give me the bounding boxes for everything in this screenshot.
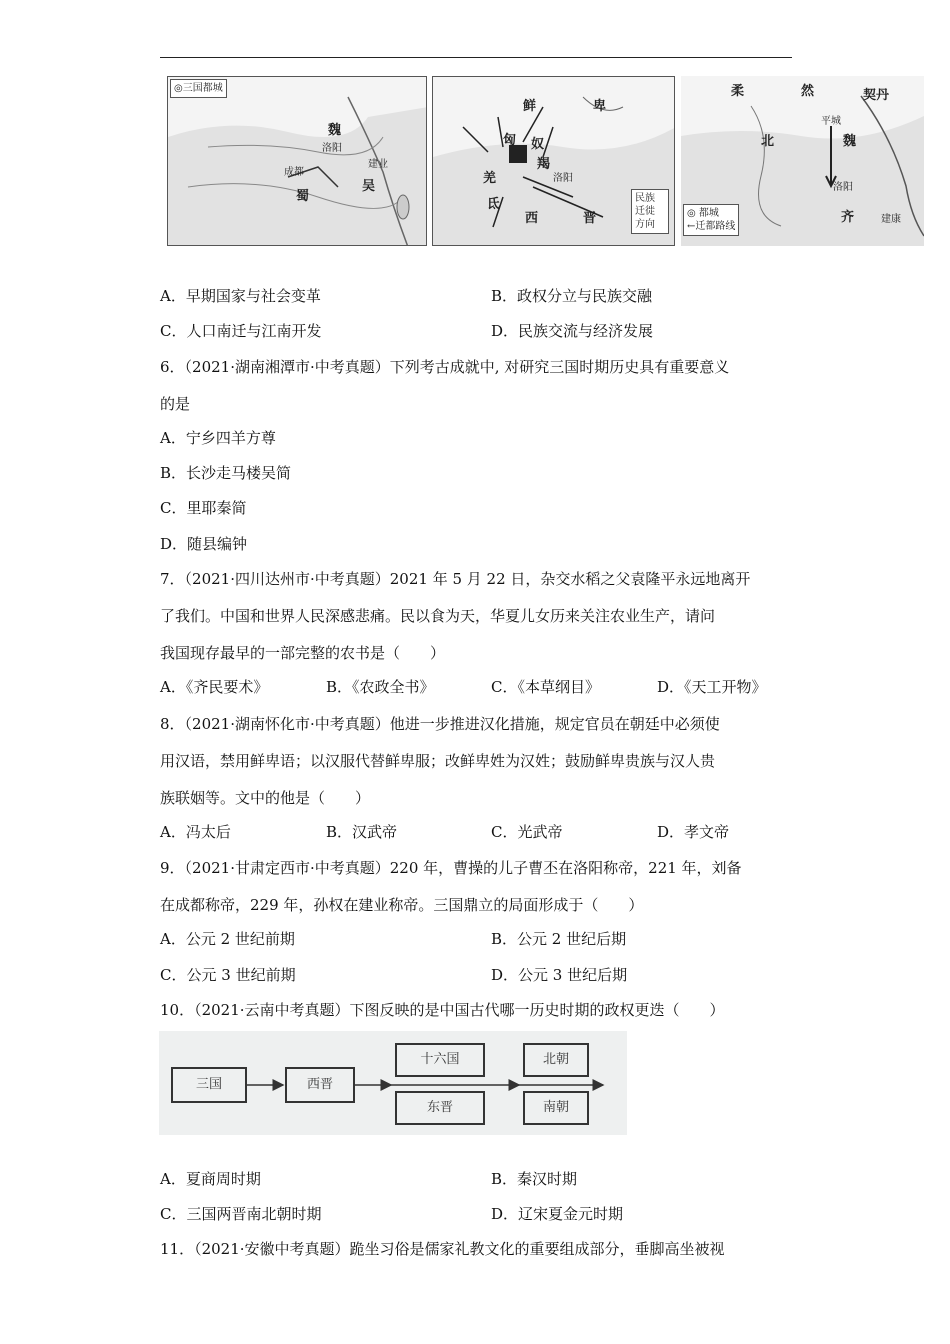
q7-stem-line3: 我国现存最早的一部完整的农书是（ ） xyxy=(160,644,446,662)
map1-label-wu: 吴 xyxy=(362,179,376,194)
q10-option-b[interactable]: B．秦汉时期 xyxy=(491,1170,578,1188)
map3-label-qidan: 契丹 xyxy=(863,88,890,103)
map1-label-jianye: 建业 xyxy=(368,159,388,170)
map2-label-luoyang: 洛阳 xyxy=(553,173,573,184)
q7-option-a[interactable]: A．《齐民要术》 xyxy=(160,678,269,696)
map3-label-ran: 然 xyxy=(801,84,815,99)
map2-label-xian: 鲜 xyxy=(523,99,537,114)
q10-option-d[interactable]: D．辽宋夏金元时期 xyxy=(491,1205,624,1223)
map3-label-jiankang: 建康 xyxy=(881,214,901,225)
q10-stem-line1: 10．（2021·云南中考真题）下图反映的是中国古代哪一历史时期的政权更迭（ ） xyxy=(160,1001,725,1019)
map3-label-pingcheng: 平城 xyxy=(821,116,841,127)
three-kingdoms-map xyxy=(167,76,427,246)
map2-legend-line-3: 方向 xyxy=(635,219,655,230)
map1-label-luoyang: 洛阳 xyxy=(322,143,342,154)
map2-label-xi: 西 xyxy=(525,211,539,226)
q7-option-d[interactable]: D．《天工开物》 xyxy=(657,678,767,696)
map2-label-jie: 羯 xyxy=(537,157,551,172)
flow-box-dongjin: 东晋 xyxy=(395,1091,485,1125)
q7-stem-line1: 7．（2021·四川达州市·中考真题）2021 年 5 月 22 日，杂交水稻之父袁隆平永远地离开 xyxy=(160,570,751,588)
q7-option-b[interactable]: B．《农政全书》 xyxy=(326,678,435,696)
map2-label-nu: 奴 xyxy=(531,137,545,152)
q6-option-c[interactable]: C．里耶秦简 xyxy=(160,499,247,517)
map1-label-wei: 魏 xyxy=(328,123,342,138)
map3-legend xyxy=(683,204,739,236)
q9-option-c[interactable]: C．公元 3 世纪前期 xyxy=(160,966,296,984)
q8-option-a[interactable]: A．冯太后 xyxy=(160,823,231,841)
q6-option-d[interactable]: D．随县编钟 xyxy=(160,535,248,553)
q6-option-a[interactable]: A．宁乡四羊方尊 xyxy=(160,429,276,447)
map2-label-di: 氐 xyxy=(487,197,501,212)
q10-option-c[interactable]: C．三国两晋南北朝时期 xyxy=(160,1205,322,1223)
q8-option-c[interactable]: C．光武帝 xyxy=(491,823,563,841)
map2-label-bei: 卑 xyxy=(593,99,607,114)
map1-label-shu: 蜀 xyxy=(296,189,310,204)
q8-stem-line3: 族联姻等。文中的他是（ ） xyxy=(160,789,371,807)
map1-label-chengdu: 成都 xyxy=(284,167,304,178)
flow-box-shiliuguo: 十六国 xyxy=(395,1043,485,1077)
q6-option-b[interactable]: B．长沙走马楼吴简 xyxy=(160,464,292,482)
q8-stem-line1: 8．（2021·湖南怀化市·中考真题）他进一步推进汉化措施，规定官员在朝廷中必须使 xyxy=(160,715,720,733)
map3-legend-route: ←迁都路线 xyxy=(687,221,736,232)
map2-label-xiong: 匈 xyxy=(503,133,517,148)
map2-legend xyxy=(631,189,669,234)
map3-label-qi: 齐 xyxy=(841,210,855,225)
map3-label-bei: 北 xyxy=(761,134,775,149)
q9-stem-line1: 9．（2021·甘肃定西市·中考真题）220 年，曹操的儿子曹丕在洛阳称帝，221 年，刘备 xyxy=(160,859,742,877)
q9-option-a[interactable]: A．公元 2 世纪前期 xyxy=(160,930,295,948)
q7-stem-line2: 了我们。中国和世界人民深感悲痛。民以食为天，华夏儿女历来关注农业生产，请问 xyxy=(160,607,716,625)
q11-stem-line1: 11．（2021·安徽中考真题）跪坐习俗是儒家礼教文化的重要组成部分，垂脚高坐被视 xyxy=(160,1240,725,1258)
map2-label-qiang: 羌 xyxy=(483,171,497,186)
flow-box-nanchao: 南朝 xyxy=(523,1091,589,1125)
flow-box-beichao: 北朝 xyxy=(523,1043,589,1077)
map2-legend-line-1: 民族 xyxy=(635,193,655,204)
q8-stem-line2: 用汉语，禁用鲜卑语；以汉服代替鲜卑服；改鲜卑姓为汉姓；鼓励鲜卑贵族与汉人贵 xyxy=(160,752,716,770)
q7-option-c[interactable]: C．《本草纲目》 xyxy=(491,678,600,696)
q8-option-b[interactable]: B．汉武帝 xyxy=(326,823,398,841)
q9-option-d[interactable]: D．公元 3 世纪后期 xyxy=(491,966,628,984)
q9-option-b[interactable]: B．公元 2 世纪后期 xyxy=(491,930,627,948)
q9-stem-line2: 在成都称帝，229 年，孙权在建业称帝。三国鼎立的局面形成于（ ） xyxy=(160,896,644,914)
map-terrain-1 xyxy=(168,77,427,246)
dynasty-flow-diagram xyxy=(159,1031,627,1135)
q8-option-d[interactable]: D．孝文帝 xyxy=(657,823,730,841)
header-rule xyxy=(160,57,792,58)
q5-option-d[interactable]: D．民族交流与经济发展 xyxy=(491,322,654,340)
flow-box-sanguo: 三国 xyxy=(171,1067,247,1103)
map1-legend: ◎三国都城 xyxy=(170,79,227,98)
map3-label-wei: 魏 xyxy=(843,134,857,149)
q6-stem-line1: 6．（2021·湖南湘潭市·中考真题）下列考古成就中, 对研究三国时期历史具有重要意义 xyxy=(160,358,730,376)
map2-label-jin: 晋 xyxy=(583,211,597,226)
map3-label-luoyang: 洛阳 xyxy=(833,182,853,193)
q6-stem-line2: 的是 xyxy=(160,395,191,413)
migration-map xyxy=(432,76,675,246)
q5-option-a[interactable]: A．早期国家与社会变革 xyxy=(160,287,321,305)
map3-legend-capital: ◎ 都城 xyxy=(687,208,719,219)
flow-box-xijin: 西晋 xyxy=(285,1067,355,1103)
northern-wei-map xyxy=(681,76,924,246)
q5-option-c[interactable]: C．人口南迁与江南开发 xyxy=(160,322,322,340)
map3-label-rou: 柔 xyxy=(731,84,745,99)
q5-option-b[interactable]: B．政权分立与民族交融 xyxy=(491,287,653,305)
q10-option-a[interactable]: A．夏商周时期 xyxy=(160,1170,261,1188)
map2-legend-line-2: 迁徙 xyxy=(635,206,655,217)
